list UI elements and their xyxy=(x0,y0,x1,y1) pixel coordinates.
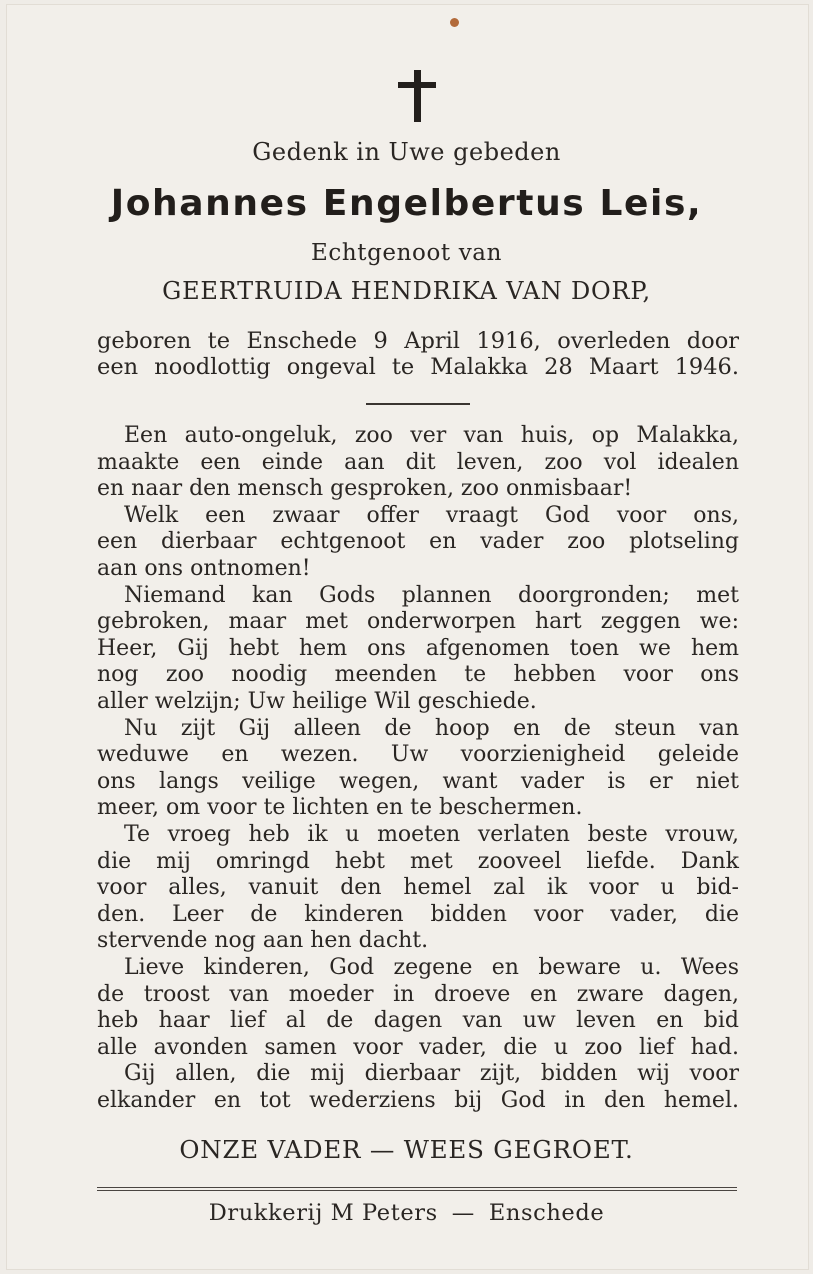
text-line: die mij omringd hebt met zooveel liefde. Dank xyxy=(97,848,739,874)
cross-icon xyxy=(398,70,436,122)
text-line: Gij allen, die mij dierbaar zijt, bidden wij voor xyxy=(124,1061,739,1087)
text-line: Een auto-ongeluk, zoo ver van huis, op Malakka, xyxy=(124,423,739,448)
printer-city: Enschede xyxy=(488,1200,605,1226)
text-line: Heer, Gij hebt hem ons afgenomen toen we hem xyxy=(97,635,739,661)
text-line: ons langs veilige wegen, want vader is er niet xyxy=(97,768,739,794)
closing-prayers: ONZE VADER — WEES GEGROET. xyxy=(179,1135,634,1164)
text-line: maakte een einde aan dit leven, zoo vol idealen xyxy=(97,449,739,475)
text-line: Nu zijt Gij alleen de hoop en de steun van xyxy=(124,715,739,741)
text-line: elkander en tot wederziens bij God in den hemel. xyxy=(97,1088,739,1113)
printer-separator: — xyxy=(451,1200,475,1226)
paper-stain xyxy=(450,18,459,27)
spouse-intro: Echtgenoot van xyxy=(310,240,503,266)
footer-divider xyxy=(97,1187,737,1191)
remember-line: Gedenk in Uwe gebeden xyxy=(252,138,561,166)
text-line: voor alles, vanuit den hemel zal ik voor u bid- xyxy=(97,875,739,901)
text-line: heb haar lief al de dagen van uw leven en bid xyxy=(97,1008,739,1034)
text-line: alle avonden samen voor vader, die u zoo lief had. xyxy=(97,1034,739,1060)
text-line: Welk een zwaar offer vraagt God voor ons, xyxy=(124,502,739,528)
death-line: een noodlottig ongeval te Malakka 28 Maart 1946. xyxy=(97,354,739,380)
text-line: een dierbaar echtgenoot en vader zoo plotseling xyxy=(97,529,739,555)
text-line: weduwe en wezen. Uw voorzienigheid geleide xyxy=(97,742,739,768)
text-line: aan ons ontnomen! xyxy=(97,556,311,581)
text-line: de troost van moeder in droeve en zware dagen, xyxy=(97,981,739,1007)
text-line: aller welzijn; Uw heilige Wil geschiede. xyxy=(97,689,537,714)
text-line: den. Leer de kinderen bidden voor vader, die xyxy=(97,901,739,927)
text-line: Niemand kan Gods plannen doorgronden; met xyxy=(124,582,739,608)
text-line: Lieve kinderen, God zegene en beware u. Wees xyxy=(124,955,739,980)
printer-name: Drukkerij M Peters xyxy=(208,1200,438,1226)
text-line: gebroken, maar met onderworpen hart zeggen we: xyxy=(97,609,739,635)
deceased-name: Johannes Engelbertus Leis, xyxy=(110,183,703,224)
text-line: Te vroeg heb ik u moeten verlaten beste vrouw, xyxy=(124,822,739,847)
birth-line: geboren te Enschede 9 April 1916, overleden door xyxy=(97,328,739,354)
text-line: stervende nog aan hen dacht. xyxy=(97,928,429,954)
text-line: nog zoo noodig meenden te hebben voor ons xyxy=(97,662,739,688)
text-line: meer, om voor te lichten en te beschermen. xyxy=(97,795,583,821)
spouse-name: GEERTRUIDA HENDRIKA VAN DORP, xyxy=(162,277,651,305)
short-divider xyxy=(366,403,470,405)
text-line: en naar den mensch gesproken, zoo onmisbaar! xyxy=(97,476,633,502)
printer-imprint xyxy=(0,1200,813,1226)
